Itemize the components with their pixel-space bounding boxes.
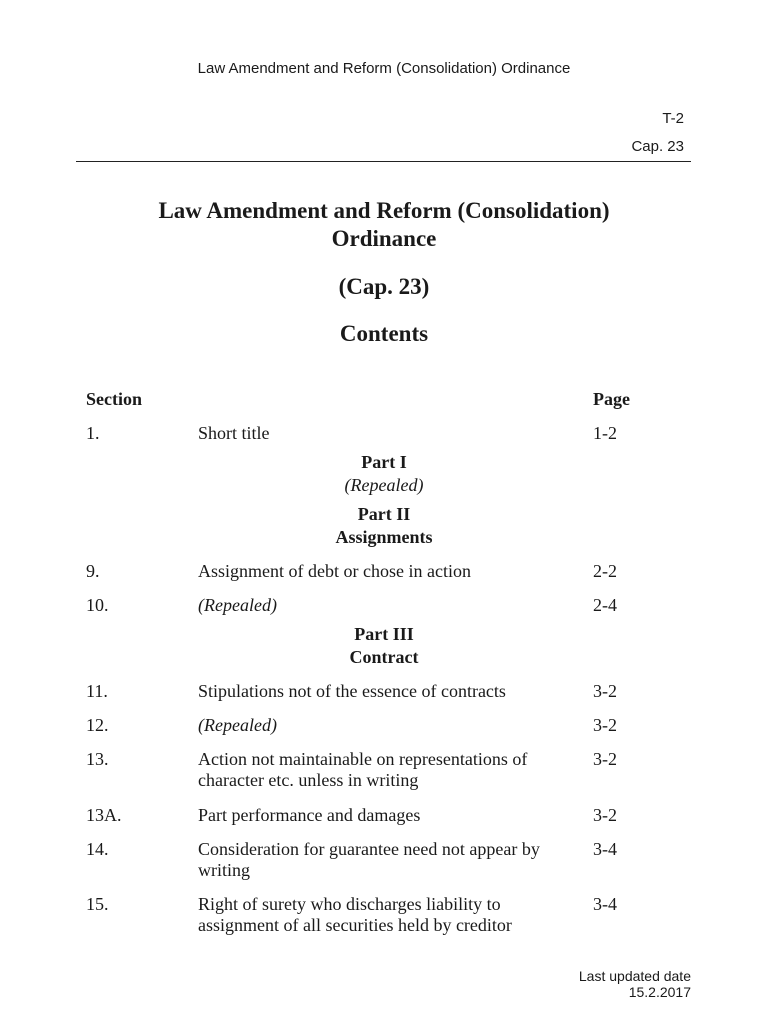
part-subtitle: (Repealed) bbox=[344, 475, 424, 495]
part-label: Part I bbox=[361, 452, 407, 472]
section-title: (Repealed) bbox=[198, 715, 277, 735]
section-title: Assignment of debt or chose in action bbox=[198, 561, 471, 581]
page-number: 3-2 bbox=[593, 681, 617, 701]
running-header: Law Amendment and Reform (Consolidation) Ordinance bbox=[197, 60, 571, 77]
section-title: Action not maintainable on representations of character etc. unless in writing bbox=[198, 749, 528, 790]
page-column-header: Page bbox=[593, 389, 630, 409]
section-title: (Repealed) bbox=[198, 595, 277, 615]
section-column-header: Section bbox=[86, 389, 142, 409]
section-number: 12. bbox=[86, 715, 109, 735]
title-line-2: Ordinance bbox=[331, 226, 437, 251]
section-title: Stipulations not of the essence of contracts bbox=[198, 681, 506, 701]
chapter-number: Cap. 23 bbox=[631, 138, 684, 155]
header-divider bbox=[76, 161, 691, 162]
title-line-1: Law Amendment and Reform (Consolidation) bbox=[158, 198, 610, 223]
part-subtitle: Assignments bbox=[335, 527, 433, 547]
part-heading bbox=[0, 451, 768, 497]
page-code: T-2 bbox=[662, 110, 684, 127]
section-number: 1. bbox=[86, 423, 100, 443]
ordinance-title bbox=[0, 197, 768, 253]
section-number: 13A. bbox=[86, 805, 122, 825]
last-updated-date: 15.2.2017 bbox=[628, 984, 691, 1000]
footer bbox=[579, 968, 691, 1000]
section-title: Consideration for guarantee need not appear by writing bbox=[198, 839, 540, 880]
part-label: Part III bbox=[354, 624, 414, 644]
section-number: 11. bbox=[86, 681, 108, 701]
page-number: 2-4 bbox=[593, 595, 617, 615]
section-title: Part performance and damages bbox=[198, 805, 421, 825]
section-number: 13. bbox=[86, 749, 109, 769]
cap-number: (Cap. 23) bbox=[338, 274, 430, 299]
part-subtitle: Contract bbox=[349, 647, 419, 667]
part-heading bbox=[0, 623, 768, 669]
page-number: 1-2 bbox=[593, 423, 617, 443]
page-number: 3-2 bbox=[593, 749, 617, 769]
page-number: 2-2 bbox=[593, 561, 617, 581]
page-number: 3-4 bbox=[593, 839, 617, 859]
page-number: 3-4 bbox=[593, 894, 617, 914]
section-number: 15. bbox=[86, 894, 109, 914]
section-title: Short title bbox=[198, 423, 270, 443]
section-number: 14. bbox=[86, 839, 109, 859]
page-number: 3-2 bbox=[593, 715, 617, 735]
last-updated-label: Last updated date bbox=[578, 968, 691, 984]
page-number: 3-2 bbox=[593, 805, 617, 825]
part-label: Part II bbox=[357, 504, 411, 524]
section-title: Right of surety who discharges liability to assignment of all securities held by creditor bbox=[198, 894, 512, 935]
contents-heading: Contents bbox=[339, 321, 429, 346]
section-number: 10. bbox=[86, 595, 109, 615]
section-number: 9. bbox=[86, 561, 100, 581]
part-heading bbox=[0, 503, 768, 549]
